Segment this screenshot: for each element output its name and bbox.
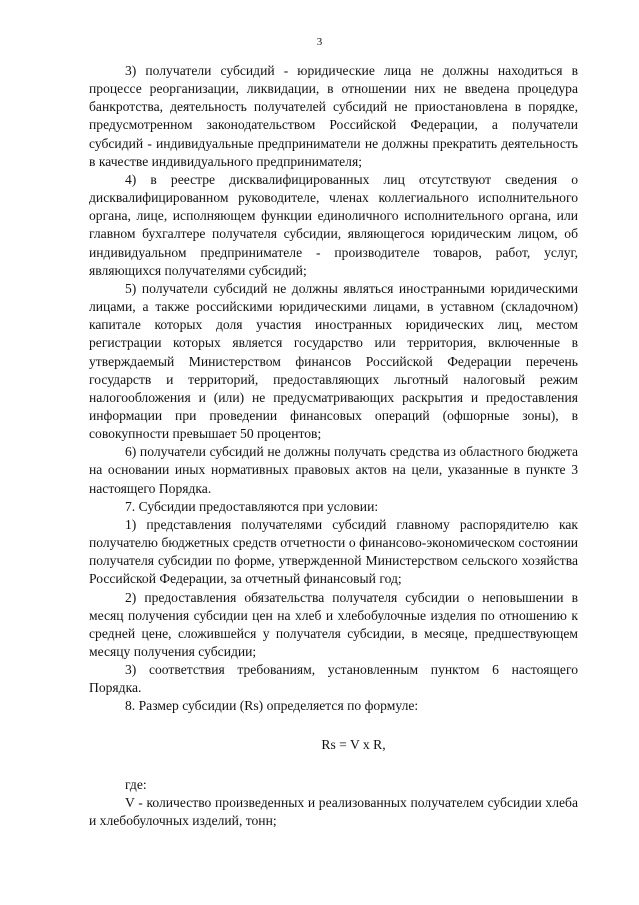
variable-v-definition: V - количество произведенных и реализованных получателем субсидии хлеба и хлебобулочных изделий, тонн; [89,794,578,829]
section-7-heading: 7. Субсидии предоставляются при условии: [125,498,379,514]
condition-3: 3) соответствия требованиям, установленным пунктом 6 настоящего Порядка. [89,662,578,696]
document-body [89,62,578,830]
where-label: где: [125,776,147,792]
paragraph-5: 5) получатели субсидий не должны являться иностранными юридическими лицами, а также российскими юридическими лицами, в уставном (складочном) капитале которых доля участия иностранных юридических лиц, местом регистрации которых является государство или территория, включенные в утверждаемый Министерством финансов Российской Федерации перечень государств и территорий, предоставляющих льготный налоговый режим налогообложения и (или) не предусматривающих раскрытия и предоставления информации при проведении финансовых операций (офшорные зоны), в совокупности превышает 50 процентов; [89,280,578,442]
paragraph-3: 3) получатели субсидий - юридические лица не должны находиться в процессе реорганизации, ликвидации, в отношении них не введена процедура банкротства, деятельность получателей субсидий не приостановлена в порядке, предусмотренном законодательством Российской Федерации, а получатели субсидий - индивидуальные предприниматели не должны прекратить деятельность в качестве индивидуального предпринимателя; [89,63,578,169]
page-number: 3 [316,36,323,48]
paragraph-4: 4) в реестре дисквалифицированных лиц отсутствуют сведения о дисквалифицированном руководителе, членах коллегиального исполнительного органа, лице, исполняющем функции единоличного исполнительного органа, или главном бухгалтере получателя субсидии, являющегося юридическим лицом, об индивидуальном предпринимателе - производителе товаров, работ, услуг, являющихся получателями субсидий; [89,171,578,278]
formula: Rs = V x R, [321,736,386,752]
paragraph-6: 6) получатели субсидий не должны получать средства из областного бюджета на основании иных нормативных правовых актов на цели, указанные в пункте 3 настоящего Порядка. [89,444,578,496]
section-8-heading: 8. Размер субсидии (Rs) определяется по формуле: [125,698,419,714]
condition-1: 1) представления получателями субсидий главному распорядителю как получателю бюджетных средств отчетности о финансово-экономическом состоянии получателя субсидии по форме, утвержденной Министерством сельского хозяйства Российской Федерации, за отчетный финансовый год; [89,516,578,587]
condition-2: 2) предоставления обязательства получателя субсидии о неповышении в месяц получения субсидии цен на хлеб и хлебобулочные изделия по отношению к средней цене, сложившейся у получателя субсидии, в месяце, предшествующем месяцу получения субсидии; [89,589,578,659]
